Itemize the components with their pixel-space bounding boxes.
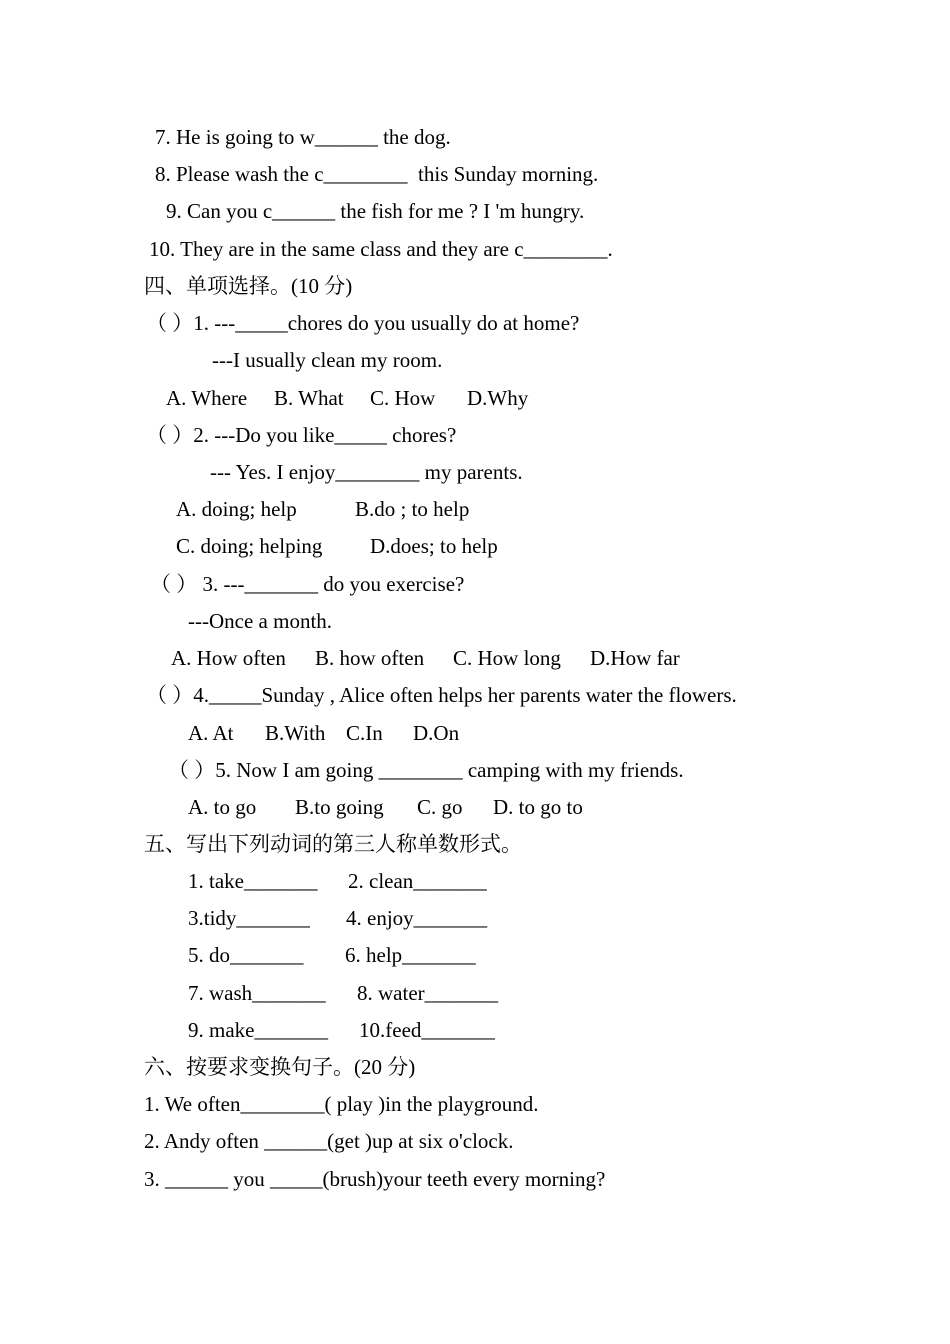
mc-option-2b: B.do ; to help	[355, 497, 470, 521]
mc-option-1b: B. What	[274, 386, 344, 410]
verb-item: 8. water_______	[357, 981, 499, 1005]
mc-option-3a: A. How often	[171, 646, 286, 670]
mc-option-4a: A. At	[188, 721, 234, 745]
mc-answer-2: --- Yes. I enjoy________ my parents.	[210, 460, 523, 484]
mc-option-3d: D.How far	[590, 646, 680, 670]
mc-option-2a: A. doing; help	[176, 497, 297, 521]
mc-option-2d: D.does; to help	[370, 534, 498, 558]
mc-question-3: （ ） 3. ---_______ do you exercise?	[150, 572, 465, 596]
mc-option-4b: B.With	[265, 721, 326, 745]
transform-item-1: 1. We often________( play )in the playground.	[144, 1092, 539, 1116]
verb-item: 5. do_______	[188, 943, 304, 967]
verb-item: 2. clean_______	[348, 869, 487, 893]
section-4-heading: 四、单项选择。(10 分)	[144, 274, 353, 298]
fill-in-item-8: 8. Please wash the c________ this Sunday morning.	[155, 162, 599, 186]
mc-question-5: （ ）5. Now I am going ________ camping with my friends.	[168, 758, 684, 782]
mc-answer-1: ---I usually clean my room.	[212, 348, 443, 372]
section-6-heading: 六、按要求变换句子。(20 分)	[144, 1055, 416, 1079]
mc-option-3c: C. How long	[453, 646, 561, 670]
verb-item: 3.tidy_______	[188, 906, 310, 930]
mc-option-1a: A. Where	[166, 386, 248, 410]
mc-question-4: （ ）4._____Sunday , Alice often helps her parents water the flowers.	[146, 683, 737, 707]
mc-option-5b: B.to going	[295, 795, 384, 819]
mc-option-5c: C. go	[417, 795, 463, 819]
fill-in-item-9: 9. Can you c______ the fish for me ? I 'm hungry.	[166, 199, 585, 223]
verb-item: 4. enjoy_______	[346, 906, 488, 930]
transform-item-3: 3. ______ you _____(brush)your teeth every morning?	[144, 1167, 606, 1191]
verb-item: 10.feed_______	[359, 1018, 495, 1042]
verb-item: 6. help_______	[345, 943, 476, 967]
mc-question-1: （ ）1. ---_____chores do you usually do at home?	[146, 311, 580, 335]
mc-option-4c: C.In	[346, 721, 383, 745]
fill-in-item-10: 10. They are in the same class and they are c________.	[149, 237, 613, 261]
mc-option-4d: D.On	[413, 721, 460, 745]
verb-item: 9. make_______	[188, 1018, 328, 1042]
verb-item: 7. wash_______	[188, 981, 326, 1005]
verb-item: 1. take_______	[188, 869, 318, 893]
mc-option-3b: B. how often	[315, 646, 425, 670]
section-5-heading: 五、写出下列动词的第三人称单数形式。	[144, 832, 522, 856]
mc-option-2c: C. doing; helping	[176, 534, 323, 558]
fill-in-item-7: 7. He is going to w______ the dog.	[155, 125, 451, 149]
mc-answer-3: ---Once a month.	[188, 609, 333, 633]
mc-question-2: （ ）2. ---Do you like_____ chores?	[146, 423, 457, 447]
mc-option-5a: A. to go	[188, 795, 257, 819]
mc-option-1d: D.Why	[467, 386, 529, 410]
mc-option-5d: D. to go to	[493, 795, 583, 819]
transform-item-2: 2. Andy often ______(get )up at six o'clock.	[144, 1129, 514, 1153]
mc-option-1c: C. How	[370, 386, 436, 410]
